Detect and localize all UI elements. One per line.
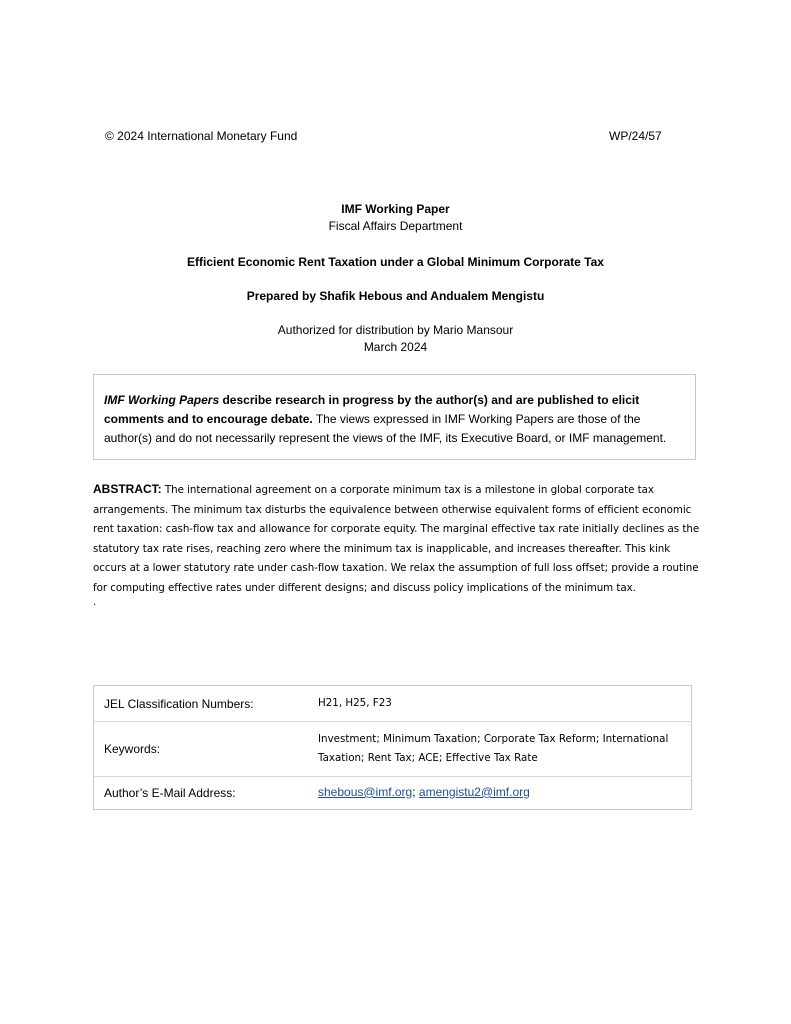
authorization-line: Authorized for distribution by Mario Mansour [277,323,514,337]
publication-date: March 2024 [363,340,428,354]
keywords-value: Investment; Minimum Taxation; Corporate Tax Reform; International Taxation; Rent Tax; ACE; Effective Tax Rate [318,722,692,777]
email-link-mengistu[interactable]: amengistu2@imf.org [418,784,530,799]
abstract-label: ABSTRACT: [93,482,162,496]
email-label: Author’s E-Mail Address: [94,777,319,810]
jel-label: JEL Classification Numbers: [104,696,254,711]
authors-line: Prepared by Shafik Hebous and Andualem Mengistu [246,289,545,303]
abstract [93,480,703,599]
email-separator: ; [412,784,419,799]
abstract-text: The international agreement on a corporate minimum tax is a milestone in global corporate tax arrangements. The minimum tax disturbs the equivalence between otherwise equivalent forms of efficient economic rent taxation: cash-flow tax and allowance for corporate equity. The marginal effective tax rate initially declines as the statutory tax rate rises, reaching zero where the minimum tax is inapplicable, and increases thereafter. This kink occurs at a lower statutory rate under cash-flow taxation. We relax the assumption of full loss offset; provide a routine for computing effective rates under different designs; and discuss policy implications of the minimum tax. [93,484,700,594]
email-link-hebous[interactable]: shebous@imf.org [318,784,413,799]
disclaimer-series-name: IMF Working Papers [104,393,220,407]
abstract-trailing-dot: . [93,596,97,608]
classification-table [93,685,692,810]
paper-number: WP/24/57 [609,129,662,143]
table-row [94,722,692,777]
department: Fiscal Affairs Department [328,219,463,233]
table-row [94,686,692,722]
disclaimer-bold-text: describe research in progress by the author(s) and are published to elicit comments and to encourage debate. [104,393,640,426]
series-name: IMF Working Paper [341,202,450,216]
copyright-notice: © 2024 International Monetary Fund [105,129,298,143]
paper-title: Efficient Economic Rent Taxation under a Global Minimum Corporate Tax [187,255,604,269]
keywords-label: Keywords: [94,722,319,777]
jel-codes: H21, H25, F23 [318,696,392,709]
email-cell [318,777,692,810]
disclaimer-text: The views expressed in IMF Working Papers are those of the author(s) and do not necessarily represent the views of the IMF, its Executive Board, or IMF management. [104,412,667,445]
disclaimer-box [93,374,696,460]
table-row [94,777,692,810]
